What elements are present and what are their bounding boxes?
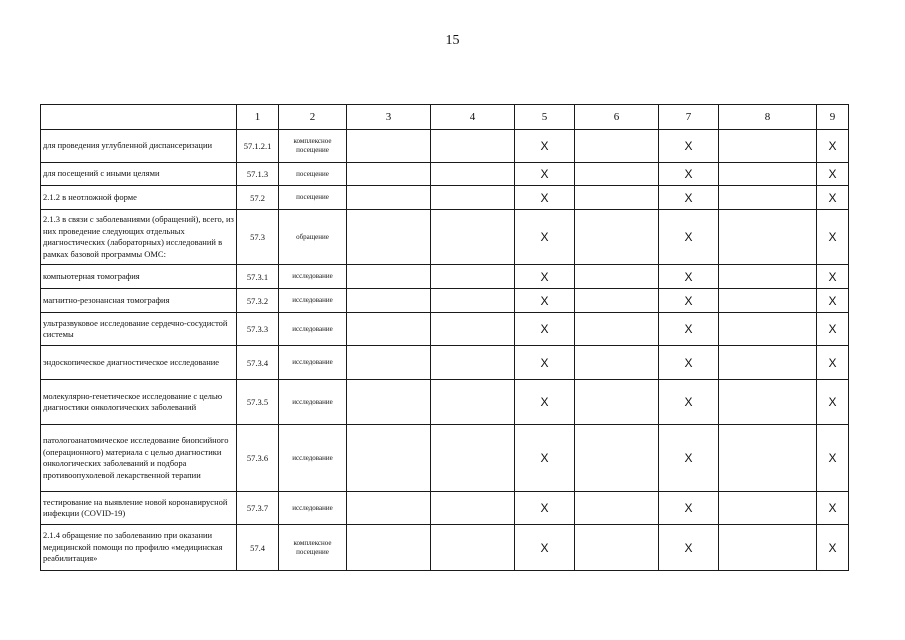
cell-col-4 <box>431 492 515 525</box>
cell-col-5: X <box>515 425 575 492</box>
cell-col-6 <box>575 210 659 265</box>
table-row <box>41 525 849 571</box>
cell-col-4 <box>431 313 515 346</box>
cell-col-3 <box>347 289 431 313</box>
cell-col-8 <box>719 289 817 313</box>
cell-col-9: X <box>817 380 849 425</box>
row-unit: обращение <box>279 210 347 265</box>
table-row <box>41 313 849 346</box>
cell-col-7: X <box>659 492 719 525</box>
cell-col-9: X <box>817 425 849 492</box>
cell-col-8 <box>719 313 817 346</box>
cell-col-9: X <box>817 289 849 313</box>
row-code: 57.2 <box>237 186 279 210</box>
row-description: компьютерная томография <box>41 265 237 289</box>
cell-col-5: X <box>515 380 575 425</box>
column-header-9: 9 <box>817 105 849 130</box>
cell-col-7: X <box>659 380 719 425</box>
cell-col-5: X <box>515 313 575 346</box>
cell-col-9: X <box>817 130 849 163</box>
cell-col-6 <box>575 492 659 525</box>
cell-col-6 <box>575 186 659 210</box>
cell-col-7: X <box>659 265 719 289</box>
row-unit: исследование <box>279 380 347 425</box>
cell-col-6 <box>575 380 659 425</box>
cell-col-9: X <box>817 346 849 380</box>
cell-col-4 <box>431 130 515 163</box>
cell-col-8 <box>719 265 817 289</box>
row-description: магнитно-резонансная томография <box>41 289 237 313</box>
cell-col-4 <box>431 346 515 380</box>
row-description: молекулярно-генетическое исследование с целью диагностики онкологических заболеваний <box>41 380 237 425</box>
table-row <box>41 163 849 186</box>
column-header-6: 6 <box>575 105 659 130</box>
cell-col-7: X <box>659 425 719 492</box>
cell-col-6 <box>575 289 659 313</box>
cell-col-8 <box>719 210 817 265</box>
row-code: 57.3.2 <box>237 289 279 313</box>
row-unit: исследование <box>279 492 347 525</box>
header-row <box>41 105 849 130</box>
cell-col-3 <box>347 525 431 571</box>
row-code: 57.3.6 <box>237 425 279 492</box>
cell-col-7: X <box>659 186 719 210</box>
row-code: 57.4 <box>237 525 279 571</box>
cell-col-5: X <box>515 163 575 186</box>
cell-col-7: X <box>659 210 719 265</box>
table-row <box>41 265 849 289</box>
row-unit: посещение <box>279 186 347 210</box>
cell-col-4 <box>431 525 515 571</box>
cell-col-3 <box>347 313 431 346</box>
cell-col-8 <box>719 186 817 210</box>
cell-col-6 <box>575 265 659 289</box>
row-description: 2.1.4 обращение по заболеванию при оказании медицинской помощи по профилю «медицинская реабилитация» <box>41 525 237 571</box>
cell-col-7: X <box>659 163 719 186</box>
cell-col-6 <box>575 346 659 380</box>
table-row <box>41 289 849 313</box>
table-row <box>41 492 849 525</box>
cell-col-9: X <box>817 163 849 186</box>
table-row <box>41 130 849 163</box>
data-table <box>40 104 849 571</box>
table-body <box>41 130 849 571</box>
cell-col-6 <box>575 163 659 186</box>
column-header-3: 3 <box>347 105 431 130</box>
table-row <box>41 346 849 380</box>
row-unit: посещение <box>279 163 347 186</box>
table-row <box>41 425 849 492</box>
row-description: 2.1.3 в связи с заболеваниями (обращений), всего, из них проведение следующих отдельных диагностических (лабораторных) исследований в рамках базовой программы ОМС: <box>41 210 237 265</box>
cell-col-3 <box>347 210 431 265</box>
row-unit: исследование <box>279 313 347 346</box>
row-description: 2.1.2 в неотложной форме <box>41 186 237 210</box>
cell-col-5: X <box>515 346 575 380</box>
cell-col-7: X <box>659 130 719 163</box>
cell-col-4 <box>431 265 515 289</box>
row-unit: комплексное посещение <box>279 525 347 571</box>
cell-col-4 <box>431 163 515 186</box>
cell-col-9: X <box>817 210 849 265</box>
row-description: патологоанатомическое исследование биопсийного (операционного) материала с целью диагностики онкологических заболеваний и подбора противоопухолевой лекарственной терапии <box>41 425 237 492</box>
cell-col-5: X <box>515 492 575 525</box>
column-header-0 <box>41 105 237 130</box>
cell-col-3 <box>347 492 431 525</box>
row-description: тестирование на выявление новой коронавирусной инфекции (COVID-19) <box>41 492 237 525</box>
cell-col-4 <box>431 380 515 425</box>
cell-col-9: X <box>817 492 849 525</box>
cell-col-4 <box>431 289 515 313</box>
row-unit: исследование <box>279 289 347 313</box>
cell-col-9: X <box>817 186 849 210</box>
cell-col-6 <box>575 425 659 492</box>
cell-col-3 <box>347 265 431 289</box>
column-header-4: 4 <box>431 105 515 130</box>
cell-col-4 <box>431 425 515 492</box>
cell-col-8 <box>719 492 817 525</box>
row-code: 57.1.3 <box>237 163 279 186</box>
cell-col-6 <box>575 313 659 346</box>
row-unit: комплексное посещение <box>279 130 347 163</box>
row-code: 57.3.3 <box>237 313 279 346</box>
cell-col-9: X <box>817 525 849 571</box>
page-number: 15 <box>445 33 460 48</box>
cell-col-8 <box>719 346 817 380</box>
row-description: для посещений с иными целями <box>41 163 237 186</box>
cell-col-6 <box>575 525 659 571</box>
row-code: 57.1.2.1 <box>237 130 279 163</box>
row-code: 57.3.7 <box>237 492 279 525</box>
row-unit: исследование <box>279 265 347 289</box>
cell-col-5: X <box>515 525 575 571</box>
row-code: 57.3 <box>237 210 279 265</box>
cell-col-3 <box>347 380 431 425</box>
cell-col-5: X <box>515 210 575 265</box>
column-header-7: 7 <box>659 105 719 130</box>
row-code: 57.3.4 <box>237 346 279 380</box>
row-description: эндоскопическое диагностическое исследование <box>41 346 237 380</box>
cell-col-4 <box>431 210 515 265</box>
cell-col-6 <box>575 130 659 163</box>
cell-col-9: X <box>817 265 849 289</box>
cell-col-5: X <box>515 265 575 289</box>
row-description: ультразвуковое исследование сердечно-сосудистой системы <box>41 313 237 346</box>
column-header-1: 1 <box>237 105 279 130</box>
row-unit: исследование <box>279 425 347 492</box>
cell-col-8 <box>719 425 817 492</box>
cell-col-3 <box>347 346 431 380</box>
row-code: 57.3.5 <box>237 380 279 425</box>
cell-col-8 <box>719 163 817 186</box>
cell-col-7: X <box>659 289 719 313</box>
cell-col-8 <box>719 380 817 425</box>
cell-col-3 <box>347 130 431 163</box>
cell-col-7: X <box>659 313 719 346</box>
row-code: 57.3.1 <box>237 265 279 289</box>
row-unit: исследование <box>279 346 347 380</box>
cell-col-9: X <box>817 313 849 346</box>
cell-col-7: X <box>659 525 719 571</box>
cell-col-8 <box>719 525 817 571</box>
cell-col-7: X <box>659 346 719 380</box>
cell-col-3 <box>347 186 431 210</box>
cell-col-3 <box>347 425 431 492</box>
table-row <box>41 186 849 210</box>
table-row <box>41 380 849 425</box>
column-header-8: 8 <box>719 105 817 130</box>
table-row <box>41 210 849 265</box>
cell-col-4 <box>431 186 515 210</box>
cell-col-8 <box>719 130 817 163</box>
cell-col-5: X <box>515 289 575 313</box>
column-header-5: 5 <box>515 105 575 130</box>
cell-col-5: X <box>515 186 575 210</box>
row-description: для проведения углубленной диспансеризации <box>41 130 237 163</box>
cell-col-5: X <box>515 130 575 163</box>
column-header-2: 2 <box>279 105 347 130</box>
cell-col-3 <box>347 163 431 186</box>
